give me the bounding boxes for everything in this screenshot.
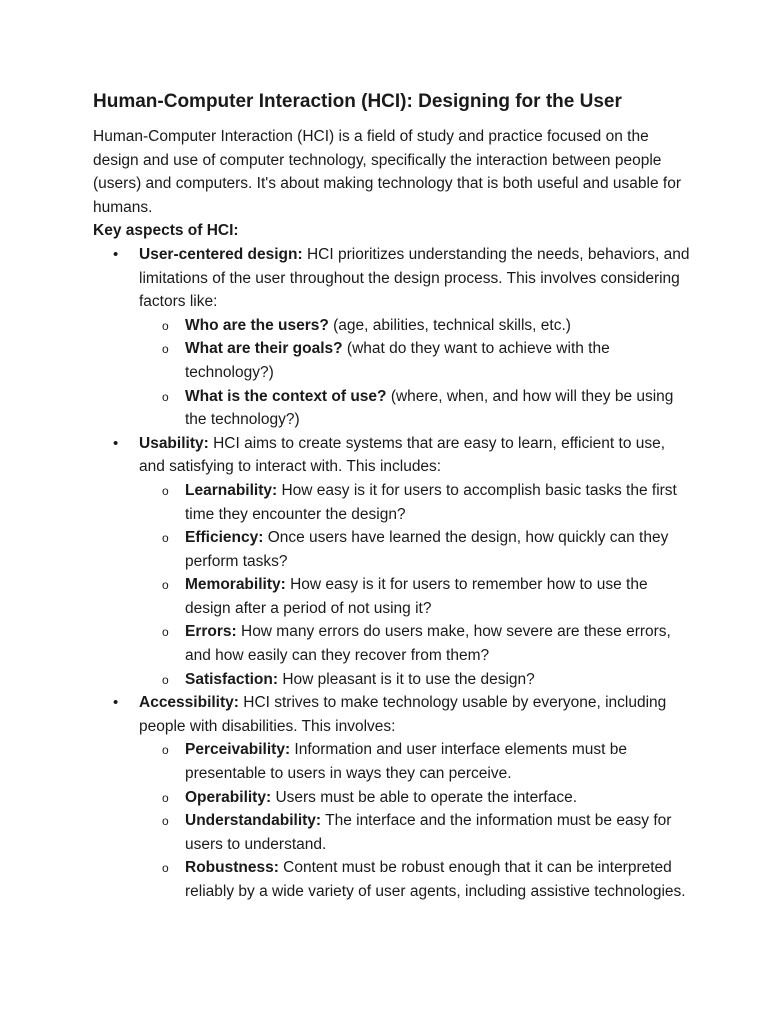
item-text: The interface and the information must be easy for users to understand. bbox=[185, 812, 672, 853]
bullet-icon: • bbox=[113, 694, 119, 712]
list-item bbox=[139, 385, 693, 432]
item-text: (where, when, and how will they be using the technology?) bbox=[185, 387, 674, 429]
aspect-term: User-centered design: bbox=[139, 245, 303, 263]
aspects-list bbox=[93, 243, 693, 904]
item-text: (what do they want to achieve with the technology?) bbox=[185, 340, 610, 381]
item-text: How easy is it for users to remember how to use the design after a period of not using it? bbox=[185, 576, 648, 617]
item-term: Robustness: bbox=[185, 859, 279, 877]
circle-bullet-icon: o bbox=[162, 790, 169, 805]
circle-bullet-icon: o bbox=[162, 861, 169, 876]
item-text: Users must be able to operate the interface. bbox=[271, 788, 578, 806]
circle-bullet-icon: o bbox=[162, 318, 169, 333]
aspect-term: Usability: bbox=[139, 434, 209, 452]
item-term: Who are the users? bbox=[185, 316, 329, 334]
item-term: What is the context of use? bbox=[185, 387, 387, 405]
list-item bbox=[139, 479, 693, 526]
item-term: Operability: bbox=[185, 788, 272, 806]
circle-bullet-icon: o bbox=[162, 743, 169, 758]
circle-bullet-icon: o bbox=[162, 814, 169, 829]
list-item bbox=[139, 786, 693, 810]
item-term: What are their goals? bbox=[185, 340, 343, 358]
item-text: Content must be robust enough that it can be interpreted reliably by a wide variety of user agents, including assistive technologies. bbox=[185, 859, 686, 900]
circle-bullet-icon: o bbox=[162, 389, 169, 404]
list-item bbox=[139, 668, 693, 692]
item-text: Once users have learned the design, how quickly can they perform tasks? bbox=[185, 529, 669, 570]
list-item-user-centered-design bbox=[93, 243, 693, 432]
item-term: Satisfaction: bbox=[185, 670, 279, 688]
list-item-accessibility bbox=[93, 691, 693, 903]
aspect-text: HCI strives to make technology usable by everyone, including people with disabilities. This involves: bbox=[139, 694, 667, 735]
circle-bullet-icon: o bbox=[162, 625, 169, 640]
sub-list bbox=[139, 314, 693, 432]
sub-list bbox=[139, 738, 693, 903]
item-text: Information and user interface elements must be presentable to users in ways they can perceive. bbox=[185, 741, 627, 783]
bullet-icon: • bbox=[113, 245, 119, 263]
bullet-icon: • bbox=[113, 434, 119, 452]
circle-bullet-icon: o bbox=[162, 483, 169, 498]
list-item bbox=[139, 337, 693, 384]
list-item bbox=[139, 314, 693, 338]
aspect-text: HCI prioritizes understanding the needs, behaviors, and limitations of the user throughout the design process. This involves considering factors like: bbox=[139, 245, 690, 311]
item-text: How easy is it for users to accomplish basic tasks the first time they encounter the design? bbox=[185, 481, 677, 523]
list-item bbox=[139, 809, 693, 856]
circle-bullet-icon: o bbox=[162, 578, 169, 593]
document-title: Human-Computer Interaction (HCI): Designing for the User bbox=[93, 91, 622, 112]
key-aspects-heading: Key aspects of HCI: bbox=[93, 222, 239, 240]
document-page bbox=[93, 88, 693, 904]
item-text: How pleasant is it to use the design? bbox=[278, 670, 535, 688]
circle-bullet-icon: o bbox=[162, 672, 169, 687]
aspect-term: Accessibility: bbox=[139, 694, 239, 712]
list-item bbox=[139, 573, 693, 620]
item-text: How many errors do users make, how severe are these errors, and how easily can they recover from them? bbox=[185, 623, 671, 665]
item-term: Memorability: bbox=[185, 576, 286, 594]
item-term: Perceivability: bbox=[185, 741, 291, 759]
list-item bbox=[139, 526, 693, 573]
circle-bullet-icon: o bbox=[162, 342, 169, 357]
item-term: Efficiency: bbox=[185, 529, 264, 547]
item-term: Understandability: bbox=[185, 812, 322, 830]
item-term: Learnability: bbox=[185, 481, 278, 499]
aspect-text: HCI aims to create systems that are easy to learn, efficient to use, and satisfying to interact with. This includes: bbox=[139, 434, 666, 476]
sub-list bbox=[139, 479, 693, 691]
list-item bbox=[139, 856, 693, 903]
circle-bullet-icon: o bbox=[162, 531, 169, 546]
list-item bbox=[139, 620, 693, 667]
intro-paragraph: Human-Computer Interaction (HCI) is a field of study and practice focused on the design and use of computer technology, specifically the interaction between people (users) and computers. It's about making technology that is both useful and usable for humans. bbox=[93, 128, 681, 216]
list-item-usability bbox=[93, 432, 693, 692]
item-term: Errors: bbox=[185, 623, 237, 641]
list-item bbox=[139, 738, 693, 785]
item-text: (age, abilities, technical skills, etc.) bbox=[328, 316, 571, 334]
